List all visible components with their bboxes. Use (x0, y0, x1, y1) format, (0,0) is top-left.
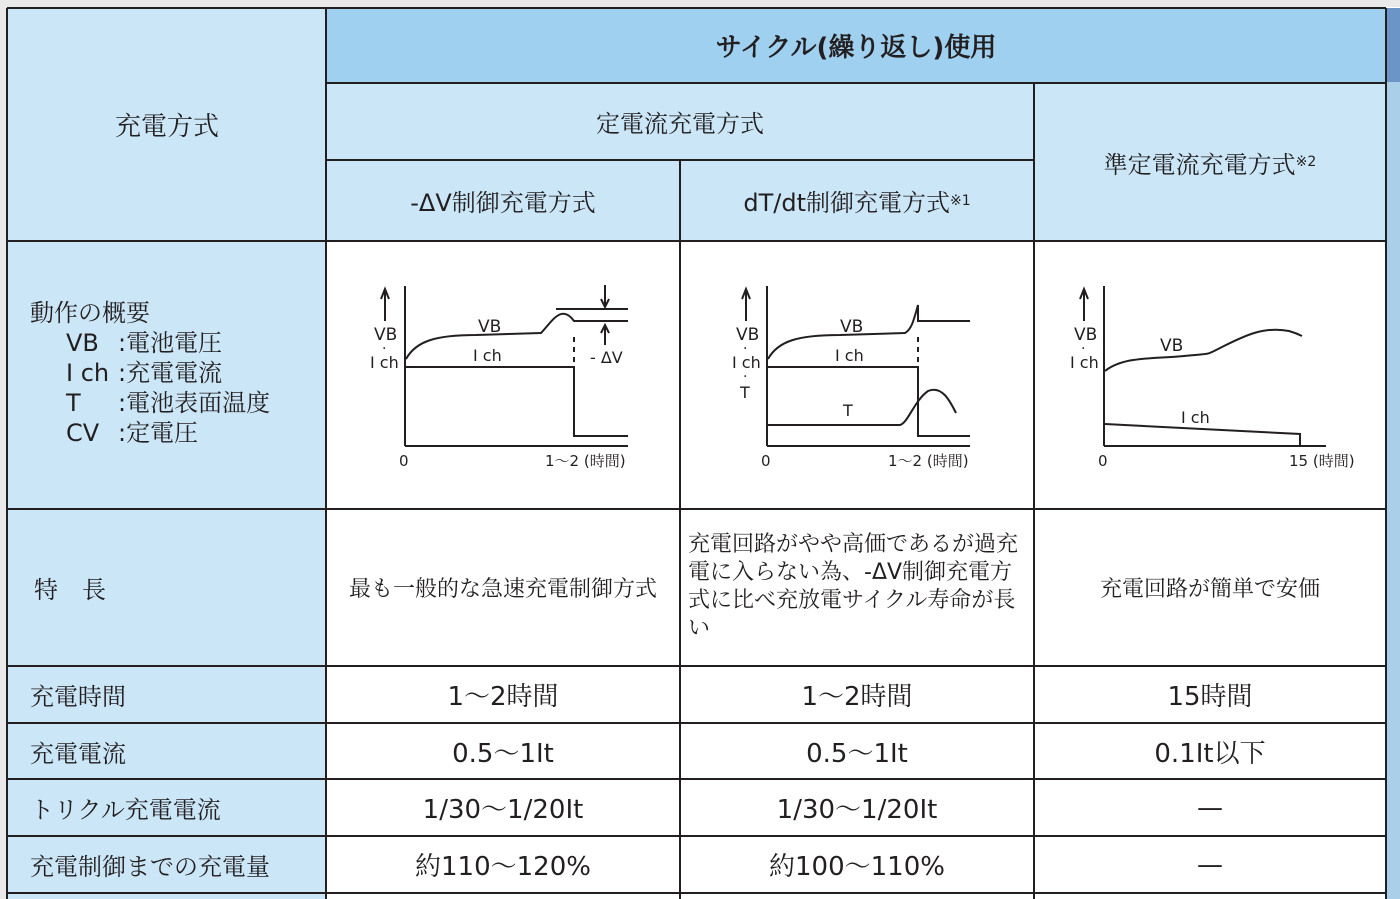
dtdt-footnote-mark: ※1 (949, 192, 971, 209)
y-label-dot: · (743, 341, 748, 357)
vb-curve-label: VB (478, 317, 502, 337)
legend-desc: :電池表面温度 (118, 389, 271, 417)
y-label-dot: · (743, 369, 748, 385)
quasi-header-label: 準定電流充電方式 (1103, 150, 1296, 179)
trickle-current-row-header: トリクル充電電流 (8, 779, 326, 836)
ich-curve-label: I ch (473, 346, 502, 365)
y-label-vb: VB (736, 325, 760, 345)
dtdt-header-label: dT/dt制御充電方式 (743, 189, 950, 217)
y-label-ich: I ch (370, 353, 399, 372)
charge-amount-minus-dv: 約110〜120% (415, 852, 591, 882)
cycle-use-header: サイクル(繰り返し)使用 (326, 8, 1386, 83)
legend-symbol: T (66, 389, 81, 417)
t-curve-label: T (843, 401, 853, 420)
trickle-current-dtdt: 1/30〜1/20It (776, 795, 938, 825)
feature-dtdt: 充電回路がやや高価であるが過充電に入らない為、-ΔV制御充電方式に比べ充放電サイクル寿命が長い (688, 532, 1019, 641)
y-label-t: T (740, 383, 750, 402)
charge-current-row-header: 充電電流 (8, 723, 326, 779)
charge-amount-quasi: — (1197, 849, 1223, 880)
quasi-footnote-mark: ※2 (1295, 154, 1317, 170)
charge-current-quasi: 0.1It以下 (1154, 738, 1266, 769)
delta-v-label: - ΔV (590, 348, 623, 367)
vb-curve-label: VB (840, 317, 864, 337)
legend-symbol: CV (66, 419, 100, 447)
y-label-dot: · (1081, 341, 1086, 357)
feature-quasi: 充電回路が簡単で安価 (1099, 577, 1320, 602)
minus-dv-header: -ΔV制御充電方式 (326, 160, 680, 241)
features-row-header: 特 長 (8, 509, 326, 666)
legend-symbol: VB (66, 329, 99, 357)
y-label-vb: VB (1074, 325, 1098, 345)
y-label-dot: · (382, 341, 387, 357)
x-label-end: 1〜2 (時間) (888, 452, 969, 470)
overview-label: 動作の概要 (30, 299, 150, 327)
ich-curve-label: I ch (1181, 408, 1210, 427)
y-label-vb: VB (374, 325, 398, 345)
charge-current-minus-dv: 0.5〜1It (452, 738, 554, 769)
constant-current-header: 定電流充電方式 (326, 83, 1034, 160)
charge-current-dtdt: 0.5〜1It (806, 738, 908, 769)
charge-time-row-header: 充電時間 (8, 666, 326, 723)
x-label-start: 0 (1098, 452, 1108, 470)
legend-symbol: I ch (66, 359, 110, 387)
legend-desc: :定電圧 (118, 419, 199, 447)
x-label-start: 0 (399, 452, 409, 470)
charge-amount-dtdt: 約100〜110% (769, 852, 945, 882)
legend-desc: :電池電圧 (118, 329, 223, 357)
vb-curve-label: VB (1160, 336, 1184, 356)
x-label-end: 1〜2 (時間) (545, 452, 626, 470)
ich-curve-label: I ch (835, 346, 864, 365)
x-label-start: 0 (761, 452, 771, 470)
charge-method-header: 充電方式 (8, 8, 326, 241)
x-label-end: 15 (時間) (1289, 452, 1355, 470)
trickle-current-minus-dv: 1/30〜1/20It (422, 795, 584, 825)
feature-minus-dv: 最も一般的な急速充電制御方式 (348, 577, 657, 602)
charge-amount-row-header: 充電制御までの充電量 (8, 836, 326, 893)
y-label-ich: I ch (1070, 353, 1099, 372)
trickle-current-quasi: — (1197, 792, 1223, 823)
legend-desc: :充電電流 (118, 359, 223, 387)
y-label-ich: I ch (732, 353, 761, 372)
charge-time-minus-dv: 1〜2時間 (447, 682, 559, 712)
charge-time-quasi: 15時間 (1167, 682, 1253, 712)
charge-time-dtdt: 1〜2時間 (801, 682, 913, 712)
